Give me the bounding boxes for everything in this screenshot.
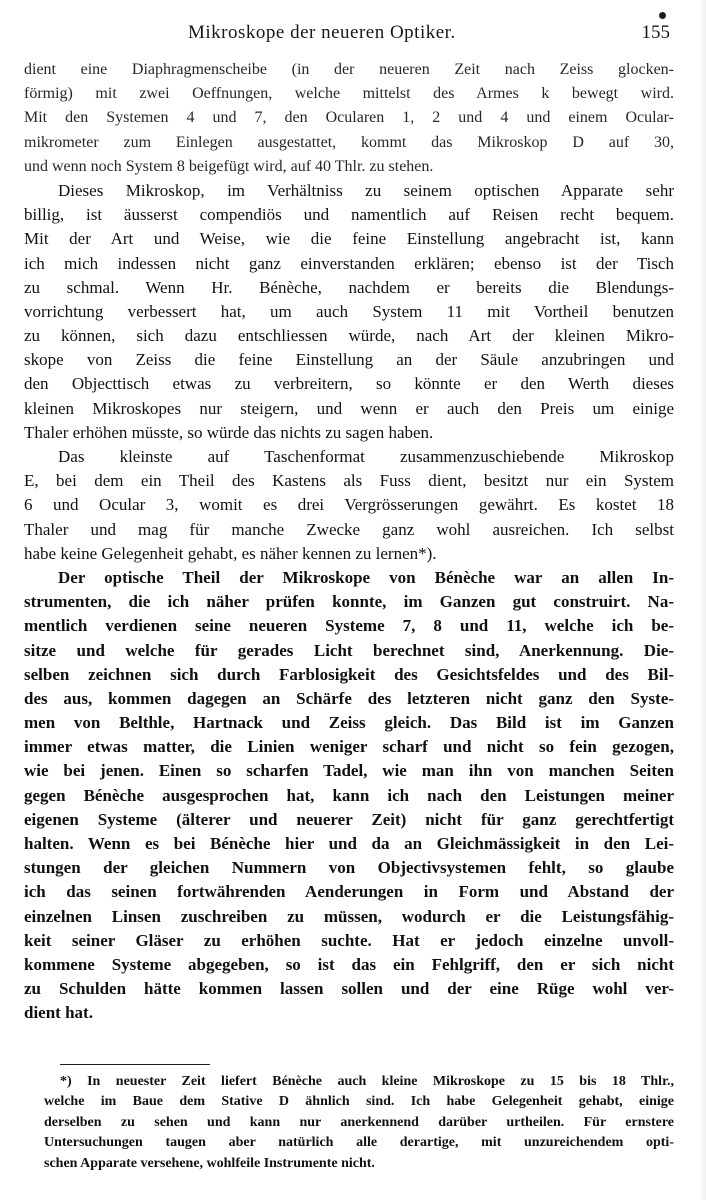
text-line: dient eine Diaphragmenscheibe (in der neueren Zeit nach Zeiss glocken- <box>24 61 674 78</box>
text-line: habe keine Gelegenheit gehabt, es näher kennen zu lernen*). <box>24 543 437 563</box>
page-number: 155 <box>641 22 670 43</box>
text-line: Thaler erhöhen müsste, so würde das nichts zu sagen haben. <box>24 422 434 442</box>
footnote-line: schen Apparate versehene, wohlfeile Instrumente nicht. <box>44 1155 375 1171</box>
text-line: E, bei dem ein Theil des Kastens als Fuss dient, besitzt nur ein System <box>24 471 674 491</box>
text-line: strumenten, die ich näher prüfen konnte, im Ganzen gut construirt. Na- <box>24 592 674 612</box>
page-edge-shadow <box>700 0 706 1200</box>
text-line: mikrometer zum Einlegen ausgestattet, kommt das Mikroskop D auf 30, <box>24 133 674 151</box>
paragraph-start-line: Der optische Theil der Mikroskope von Bénèche war an allen In- <box>58 567 674 587</box>
text-line: einzelnen Linsen zuschreiben zu müssen, wodurch er die Leistungsfähig- <box>24 906 674 926</box>
text-line: kommene Systeme abgegeben, so ist das ein Fehlgriff, den er sich nicht <box>24 954 674 974</box>
text-line: ich das seinen fortwährenden Aenderungen in Form und Abstand der <box>24 882 674 902</box>
text-line: men von Belthle, Hartnack und Zeiss gleich. Das Bild ist im Ganzen <box>24 713 674 733</box>
text-line: zu schmal. Wenn Hr. Bénèche, nachdem er bereits die Blendungs- <box>24 277 674 297</box>
text-line: billig, ist äusserst compendiös und namentlich auf Reisen recht bequem. <box>24 205 674 225</box>
text-line: den Objecttisch etwas zu verbreitern, so könnte er den Werth dieses <box>24 374 674 394</box>
text-line: sitze und welche für gerades Licht berechnet sind, Anerkennung. Die- <box>24 640 674 660</box>
ink-speck <box>659 12 666 19</box>
paragraph-start-line: Dieses Mikroskop, im Verhältniss zu seinem optischen Apparate sehr <box>58 180 674 200</box>
text-line: eigenen Systeme (älterer und neuerer Zeit) nicht für ganz gerechtfertigt <box>24 809 674 829</box>
text-line: zu können, sich dazu entschliessen würde, nach Art der kleinen Mikro- <box>24 326 674 346</box>
text-line: selben zeichnen sich durch Farblosigkeit des Gesichtsfeldes und des Bil- <box>24 664 674 684</box>
text-line: dient hat. <box>24 1003 93 1023</box>
text-line: Thaler und mag für manche Zwecke ganz wohl ausreichen. Ich selbst <box>24 519 674 539</box>
paragraph-start-line: Das kleinste auf Taschenformat zusammenzuschiebende Mikroskop <box>58 447 674 466</box>
running-header <box>0 22 706 52</box>
text-line: 6 und Ocular 3, womit es drei Vergrösserungen gewährt. Es kostet 18 <box>24 495 674 515</box>
text-line: keit seiner Gläser zu erhöhen suchte. Hat er jedoch einzelne unvoll- <box>24 930 674 950</box>
footnotes <box>44 1072 674 1174</box>
body-text <box>24 58 674 1026</box>
text-line: des aus, kommen dagegen an Schärfe des letzteren nicht ganz den Syste- <box>24 688 674 708</box>
running-title: Mikroskope der neueren Optiker. <box>188 22 456 43</box>
footnote-line: welche im Baue dem Stative D ähnlich sind. Ich habe Gelegenheit gehabt, einige <box>44 1094 674 1110</box>
text-line: förmig) mit zwei Oeffnungen, welche mittelst des Armes k bewegt wird. <box>24 85 674 103</box>
text-line: Mit der Art und Weise, wie die feine Einstellung angebracht ist, kann <box>24 229 674 249</box>
text-line: skope von Zeiss die feine Einstellung an der Säule anzubringen und <box>24 350 674 370</box>
footnote-line: *) In neuester Zeit liefert Bénèche auch kleine Mikroskope zu 15 bis 18 Thlr., <box>60 1074 674 1089</box>
text-line: wie bei jenen. Einen so scharfen Tadel, wie man ihn von manchen Seiten <box>24 761 674 781</box>
text-line: gegen Bénèche ausgesprochen hat, kann ich nach den Leistungen meiner <box>24 785 674 805</box>
text-line: vorrichtung verbessert hat, um auch System 11 mit Vortheil benutzen <box>24 301 674 321</box>
footnote-line: derselben zu sehen und kann nur anerkennend darüber urtheilen. Für ernstere <box>44 1114 674 1130</box>
text-line: immer etwas matter, die Linien weniger scharf und nicht so fein gezogen, <box>24 737 674 757</box>
text-line: mentlich verdienen seine neueren Systeme 7, 8 und 11, welche ich be- <box>24 616 674 636</box>
text-line: ich mich indessen nicht ganz einverstanden erklären; ebenso ist der Tisch <box>24 253 674 273</box>
text-line: halten. Wenn es bei Bénèche hier und da an Gleichmässigkeit in den Lei- <box>24 834 674 853</box>
footnote-line: Untersuchungen taugen aber natürlich alle derartige, mit unzureichendem opti- <box>44 1135 674 1151</box>
footnote-divider <box>60 1064 210 1065</box>
text-line: zu Schulden hätte kommen lassen sollen und der eine Rüge wohl ver- <box>24 979 674 999</box>
text-line: Mit den Systemen 4 und 7, den Ocularen 1, 2 und 4 und einem Ocular- <box>24 109 674 127</box>
text-line: kleinen Mikroskopes nur steigern, und wenn er auch den Preis um einige <box>24 398 674 418</box>
text-line: stungen der gleichen Nummern von Objectivsystemen fehlt, so glaube <box>24 858 674 878</box>
text-line: und wenn noch System 8 beigefügt wird, auf 40 Thlr. zu stehen. <box>24 157 434 175</box>
